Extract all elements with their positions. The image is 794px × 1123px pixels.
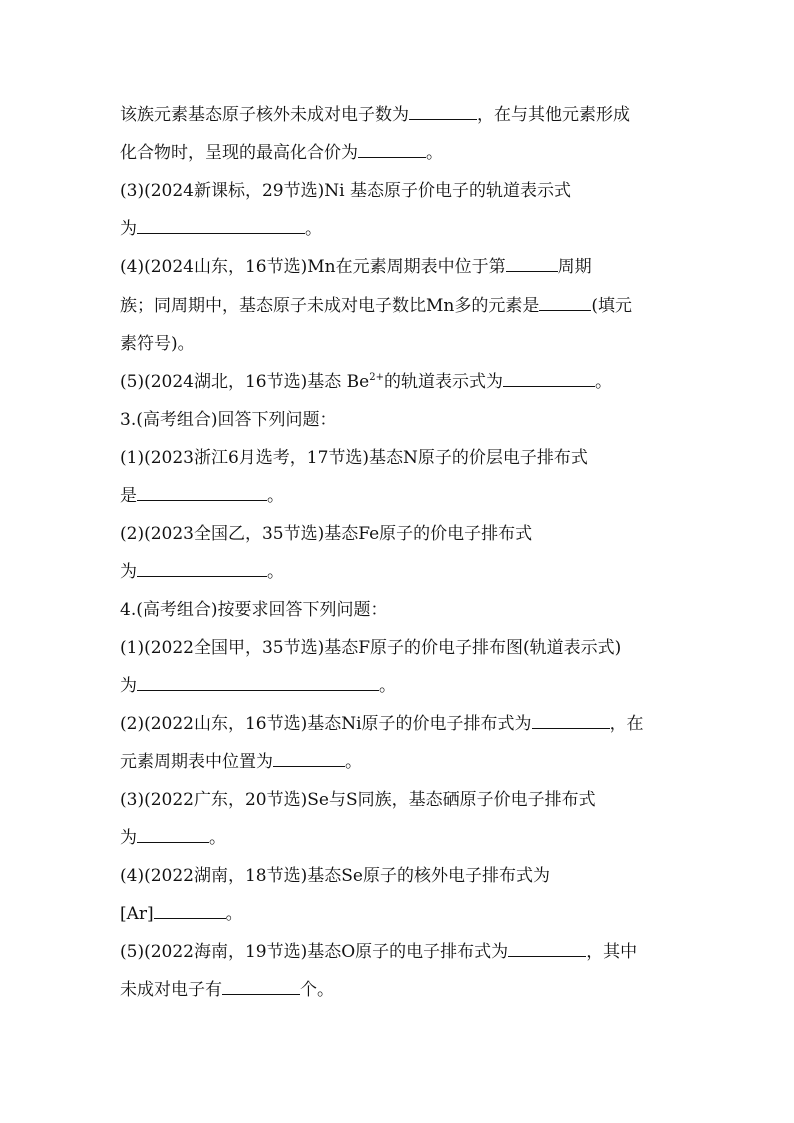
text-line [120, 142, 734, 164]
line-text: 。 [426, 143, 443, 163]
line-text: (填元 [591, 296, 632, 316]
line-text: 。 [267, 562, 284, 582]
line-text: 4.(高考组合)按要求回答下列问题： [120, 600, 388, 620]
line-text: 族；同周期中，基态原子未成对电子数比Mn多的元素是 [120, 296, 540, 316]
text-line [120, 218, 734, 240]
line-text: 。 [594, 372, 612, 392]
line-text: (1)(2023浙江6月选考，17节选)基态N原子的价层电子排布式 [120, 448, 588, 468]
line-text: 。 [209, 828, 226, 848]
answer-blank[interactable] [508, 941, 586, 957]
line-text: 周期 [557, 257, 592, 277]
line-text: 个。 [300, 980, 334, 1000]
answer-blank[interactable] [137, 561, 267, 577]
line-text: 。 [267, 486, 284, 506]
line-text: [Ar] [120, 904, 154, 924]
question-line [120, 789, 734, 811]
text-line [120, 295, 734, 317]
line-text: 。 [305, 219, 322, 239]
question-line [120, 637, 734, 659]
line-text: 为 [120, 219, 137, 239]
text-line [120, 675, 734, 697]
line-text: 元素周期表中位置为 [120, 752, 273, 772]
line-text: ，其中 [586, 942, 638, 962]
answer-blank[interactable] [409, 104, 477, 120]
question-line [120, 865, 734, 887]
line-text: 该族元素基态原子核外未成对电子数为 [120, 105, 409, 125]
section-heading [120, 599, 734, 621]
line-text: ，在与其他元素形成 [477, 105, 630, 125]
answer-blank[interactable] [539, 295, 591, 311]
line-text: 。 [225, 904, 243, 924]
question-line [120, 713, 734, 735]
answer-blank[interactable] [506, 256, 558, 272]
answer-blank[interactable] [358, 142, 426, 158]
question-line [120, 371, 734, 393]
text-line [120, 903, 734, 925]
line-text: (5)(2022海南，19节选)基态O原子的电子排布式为 [120, 942, 509, 962]
line-text: 的轨道表示式为 [383, 372, 503, 392]
question-line [120, 447, 734, 469]
line-text: 为 [120, 562, 137, 582]
line-text: 素符号)。 [120, 334, 195, 354]
question-line [120, 256, 734, 278]
line-text: (3)(2024新课标，29节选)Ni 基态原子价电子的轨道表示式 [120, 181, 571, 201]
text-line [120, 485, 734, 507]
text-line [120, 104, 734, 126]
line-text: 未成对电子有 [120, 980, 222, 1000]
text-line [120, 827, 734, 849]
text-line [120, 979, 734, 1001]
section-heading [120, 409, 734, 431]
answer-blank[interactable] [222, 979, 300, 995]
answer-blank[interactable] [137, 827, 209, 843]
line-text: ，在 [609, 714, 644, 734]
line-text: 。 [345, 752, 362, 772]
superscript: 2+ [369, 372, 384, 383]
line-text: (1)(2022全国甲，35节选)基态F原子的价电子排布图(轨道表示式) [120, 638, 622, 658]
answer-blank[interactable] [154, 903, 226, 919]
question-line [120, 523, 734, 545]
answer-blank[interactable] [137, 218, 305, 234]
answer-blank[interactable] [532, 713, 610, 729]
line-text: 为 [120, 828, 137, 848]
line-text: 。 [379, 676, 396, 696]
line-text: (4)(2024山东，16节选)Mn在元素周期表中位于第 [120, 257, 506, 277]
line-text: (3)(2022广东，20节选)Se与S同族，基态硒原子价电子排布式 [120, 790, 596, 810]
line-text: (4)(2022湖南，18节选)基态Se原子的核外电子排布式为 [120, 866, 550, 886]
text-line [120, 561, 734, 583]
line-text: (5)(2024湖北，16节选)基态 Be [120, 372, 370, 392]
question-line [120, 180, 734, 202]
line-text: (2)(2022山东，16节选)基态Ni原子的价电子排布式为 [120, 714, 532, 734]
answer-blank[interactable] [503, 371, 595, 387]
line-text: 化合物时，呈现的最高化合价为 [120, 143, 358, 163]
line-text: 为 [120, 676, 137, 696]
answer-blank[interactable] [137, 485, 267, 501]
line-text: (2)(2023全国乙，35节选)基态Fe原子的价电子排布式 [120, 524, 533, 544]
line-text: 3.(高考组合)回答下列问题： [120, 410, 337, 430]
answer-blank[interactable] [273, 751, 345, 767]
text-line [120, 333, 734, 355]
text-line [120, 751, 734, 773]
line-text: 是 [120, 486, 137, 506]
question-line [120, 941, 734, 963]
answer-blank[interactable] [137, 675, 379, 691]
